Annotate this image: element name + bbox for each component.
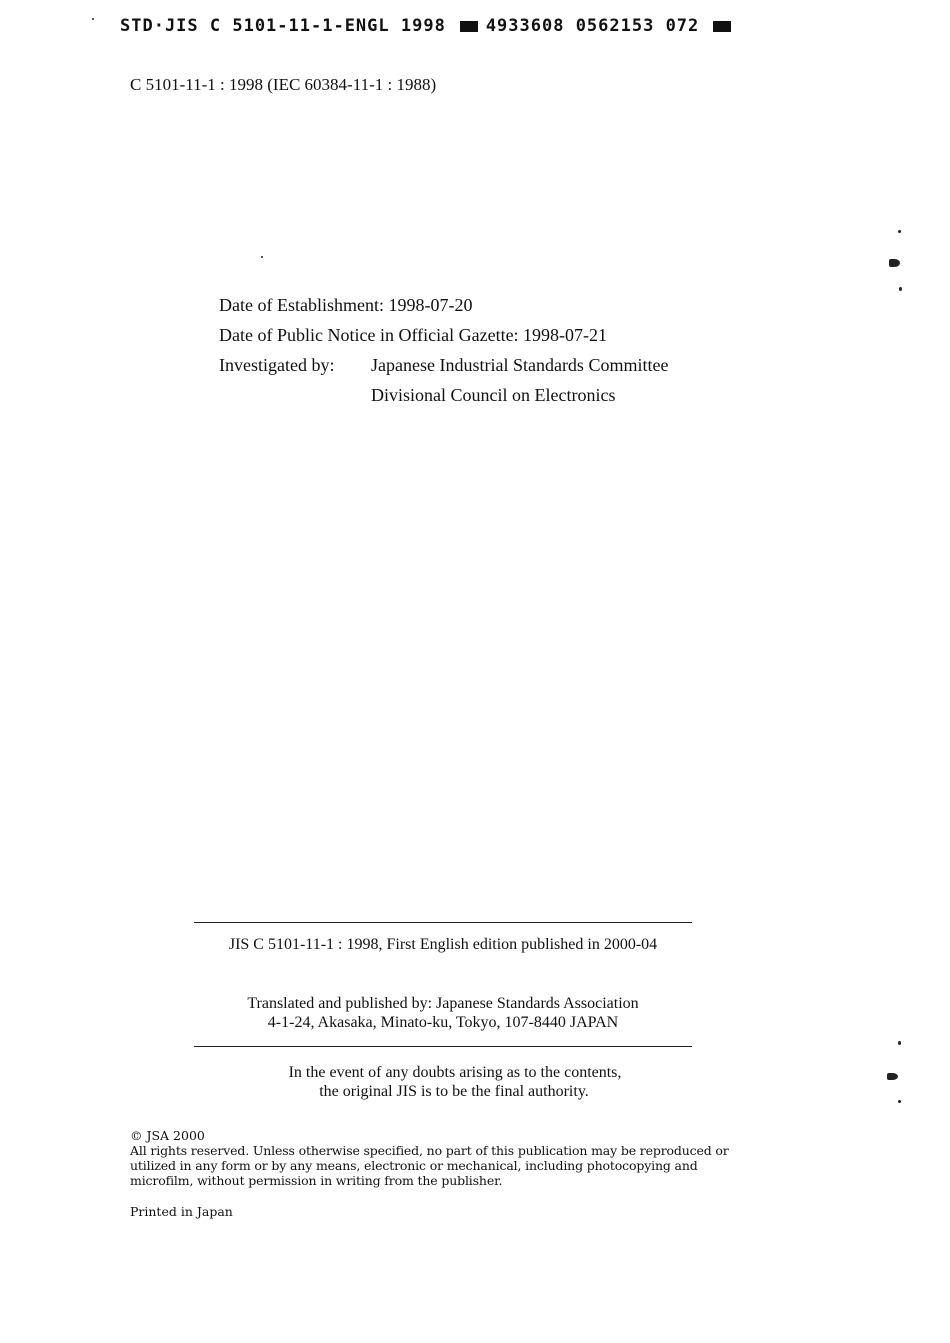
scan-speck [92, 18, 94, 20]
document-stamp [120, 16, 739, 36]
scan-speck [898, 1041, 901, 1045]
stamp-block-left [460, 21, 478, 32]
scan-arrow-mark [887, 1073, 898, 1080]
copyright-notice: © JSA 2000 [130, 1128, 205, 1143]
scan-speck [261, 256, 263, 258]
date-of-public-notice: Date of Public Notice in Official Gazette: 1998-07-21 [219, 325, 608, 345]
scan-speck [898, 1100, 901, 1103]
divider-bottom [194, 1046, 692, 1047]
investigated-by-council: Divisional Council on Electronics [371, 385, 616, 405]
stamp-prefix: STD·JIS C 5101-11-1-ENGL 1998 [120, 16, 446, 36]
scan-speck [899, 287, 902, 291]
authority-note-line1: In the event of any doubts arising as to the contents, [288, 1064, 622, 1081]
scan-speck [898, 230, 901, 233]
rights-line-2: utilized in any form or by any means, electronic or mechanical, including photocopying and [130, 1158, 698, 1173]
scan-arrow-mark [889, 259, 900, 267]
publisher-address: 4-1-24, Akasaka, Minato-ku, Tokyo, 107-8440 JAPAN [267, 1014, 619, 1031]
document-id: C 5101-11-1 : 1998 (IEC 60384-11-1 : 1988) [130, 75, 437, 94]
translated-by-line: Translated and published by: Japanese Standards Association [247, 995, 639, 1012]
investigated-by-committee: Japanese Industrial Standards Committee [371, 355, 669, 375]
investigated-by-label: Investigated by: [219, 355, 335, 375]
stamp-block-right [713, 21, 731, 32]
rights-line-1: All rights reserved. Unless otherwise specified, no part of this publication may be reproduced or [130, 1143, 729, 1158]
rights-line-3: microfilm, without permission in writing from the publisher. [130, 1173, 503, 1188]
edition-line: JIS C 5101-11-1 : 1998, First English edition published in 2000-04 [228, 936, 658, 953]
divider-top [194, 922, 692, 923]
printed-in: Printed in Japan [130, 1204, 233, 1219]
authority-note-line2: the original JIS is to be the final authority. [319, 1083, 589, 1100]
stamp-code: 4933608 0562153 072 [485, 16, 700, 36]
date-of-establishment: Date of Establishment: 1998-07-20 [219, 295, 473, 315]
